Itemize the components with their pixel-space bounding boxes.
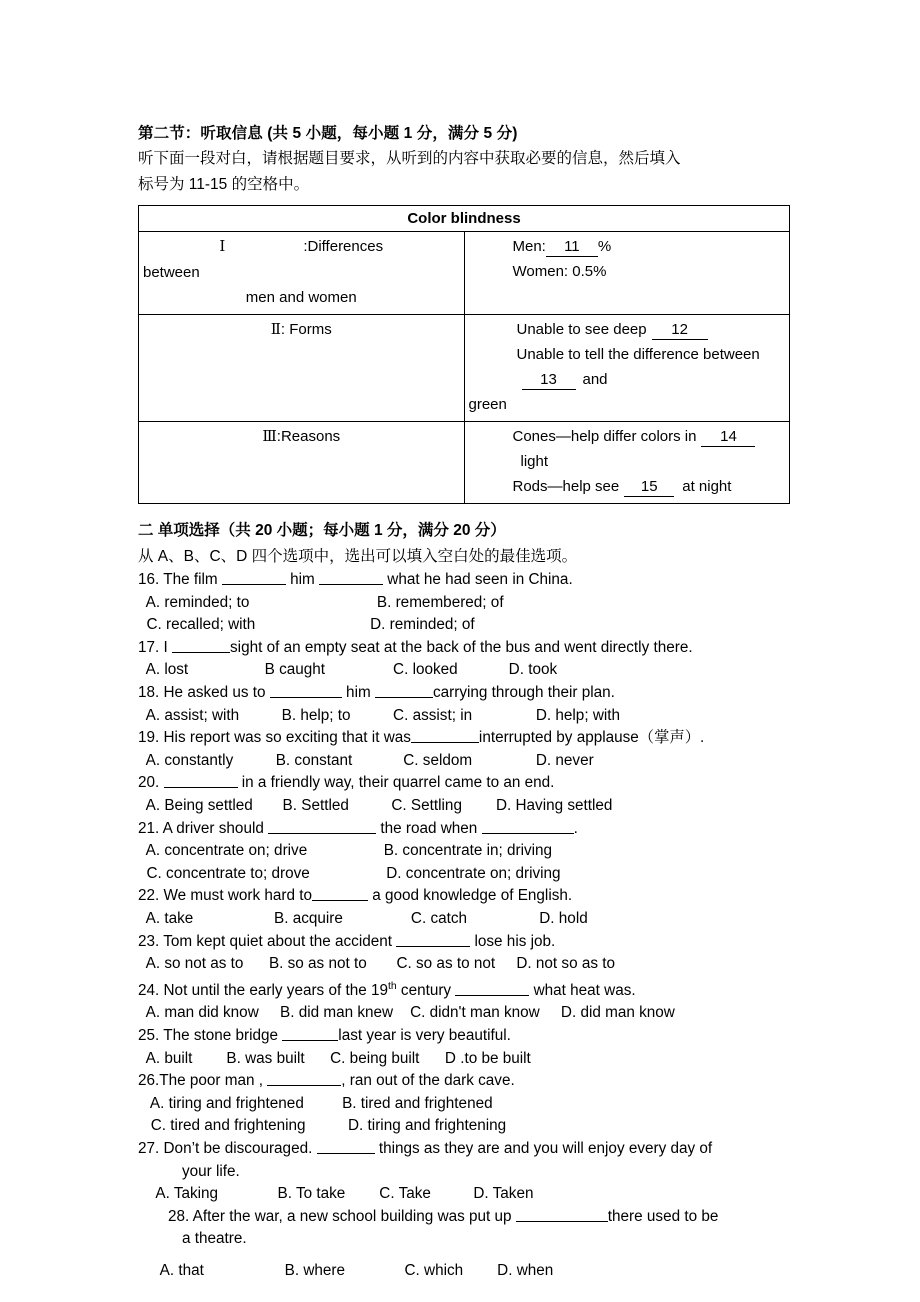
- question-24-options-line-1[interactable]: A. man did know B. did man knew C. didn't man know D. did man know: [138, 1004, 675, 1022]
- detail-forms-line-3: green: [468, 396, 507, 413]
- question-18-stem: [138, 682, 790, 705]
- table-cell-category-2: [139, 315, 465, 422]
- q20-text-c: in a friendly way, their quarrel came to an end.: [237, 774, 555, 792]
- question-27-options-line-1[interactable]: A. Taking B. To take C. Take D. Taken: [152, 1185, 534, 1203]
- q17-text-c: sight of an empty seat at the back of the bus and went directly there.: [230, 638, 693, 656]
- question-18-options-line-1[interactable]: A. assist; with B. help; to C. assist; in D. help; with: [138, 706, 621, 724]
- question-28-stem: [138, 1206, 790, 1229]
- roman-numeral-1: Ⅰ: [219, 239, 226, 255]
- section-intro-line-1: 听下面一段对白，请根据题目要求，从听到的内容中获取必要的信息，然后填入: [138, 150, 681, 167]
- rods-text-post: at night: [682, 478, 732, 495]
- q17-blank-1[interactable]: [172, 637, 230, 653]
- q16-text-b: him: [285, 571, 320, 588]
- table-cell-category-3: [139, 422, 465, 504]
- question-20-options-line-1[interactable]: A. Being settled B. Settled C. Settling D. Having settled: [138, 796, 613, 814]
- q19-text-a: 19. His report was so exciting that it was: [138, 729, 411, 747]
- question-28-stem-line-2: a theatre.: [182, 1230, 247, 1248]
- question-24-stem: [138, 976, 790, 1003]
- q21-text-c: .: [573, 819, 578, 837]
- q24-blank-1[interactable]: [455, 980, 529, 996]
- detail-women-line: Women: 0.5%: [512, 263, 607, 280]
- table-cell-detail-1: [464, 232, 790, 315]
- q22-blank-1[interactable]: [312, 885, 368, 901]
- q28-text-c: there used to be: [607, 1207, 719, 1225]
- answer-blank-15[interactable]: 15: [624, 478, 674, 497]
- q16-text-a: 16. The film: [138, 571, 222, 588]
- question-27-stem-line-2: your life.: [182, 1162, 240, 1180]
- question-23-options-line-1[interactable]: A. so not as to B. so as not to C. so as to not D. not so as to: [138, 955, 615, 973]
- q27-text-a: 27. Don’t be discouraged.: [138, 1139, 317, 1157]
- category-1-line-2: between: [143, 264, 200, 281]
- forms-text-2: Unable to tell the difference between: [516, 346, 760, 363]
- q26-text-a: 26.The poor man ,: [138, 1072, 268, 1090]
- question-23-stem: [138, 931, 790, 954]
- q24-text-a: 24. Not until the early years of the 19: [138, 981, 388, 999]
- question-17-options-line-1[interactable]: A. lost B caught C. looked D. took: [138, 661, 558, 679]
- q17-text-a: 17. I: [138, 638, 173, 656]
- table-cell-category-1: [139, 232, 465, 315]
- q25-text-c: last year is very beautiful.: [338, 1026, 511, 1044]
- category-3-label: :Reasons: [276, 428, 341, 445]
- q23-blank-1[interactable]: [396, 931, 470, 947]
- question-19-options-line-1[interactable]: A. constantly B. constant C. seldom D. never: [138, 751, 594, 769]
- q21-blank-1[interactable]: [268, 818, 376, 834]
- q20-blank-1[interactable]: [164, 772, 238, 788]
- answer-blank-11[interactable]: 11: [546, 238, 598, 257]
- q18-text-c: carrying through their plan.: [432, 683, 615, 701]
- q25-blank-1[interactable]: [282, 1025, 338, 1041]
- detail-reasons-line-2: [513, 474, 786, 499]
- answer-blank-14[interactable]: 14: [701, 428, 755, 447]
- q20-text-a: 20.: [138, 774, 164, 792]
- q27-blank-1[interactable]: [317, 1138, 375, 1154]
- question-27-stem: [138, 1138, 790, 1161]
- q21-text-b: the road when: [376, 819, 482, 837]
- document-body: [138, 122, 790, 1283]
- q19-blank-1[interactable]: [411, 727, 479, 743]
- question-21-options-line-1[interactable]: A. concentrate on; drive B. concentrate in; driving: [138, 842, 553, 860]
- q18-text-b: him: [341, 683, 375, 701]
- category-2-label: : Forms: [280, 321, 332, 338]
- question-16-options-line-2[interactable]: C. recalled; with D. reminded; of: [138, 616, 475, 634]
- question-16-options-line-1[interactable]: A. reminded; to B. remembered; of: [138, 593, 504, 611]
- question-22-stem: [138, 885, 790, 908]
- q26-text-c: , ran out of the dark cave.: [341, 1072, 515, 1090]
- q23-text-a: 23. Tom kept quiet about the accident: [138, 932, 397, 950]
- answer-blank-12[interactable]: 12: [652, 321, 708, 340]
- q27-text-c: things as they are and you will enjoy every day of: [374, 1139, 713, 1157]
- cones-text: Cones—help differ colors in: [512, 428, 697, 445]
- category-1-label: :Differences: [303, 238, 384, 255]
- q28-text-a: 28. After the war, a new school building was put up: [168, 1207, 516, 1225]
- q21-text-a: 21. A driver should: [138, 819, 269, 837]
- question-17-stem: [138, 637, 790, 660]
- q19-text-c: interrupted by applause（掌声）.: [478, 729, 705, 747]
- table-title-cell: Color blindness: [139, 206, 790, 232]
- forms-text-3: and: [582, 371, 608, 388]
- question-26-options-line-1[interactable]: A. tiring and frightened B. tired and frightened: [138, 1094, 493, 1112]
- question-20-stem: [138, 772, 790, 795]
- men-unit: %: [597, 238, 612, 255]
- section-intro-line-2: 标号为 11-15 的空格中。: [138, 175, 310, 193]
- question-16-stem: [138, 569, 790, 592]
- roman-numeral-2: Ⅱ: [270, 322, 281, 338]
- q22-text-a: 22. We must work hard to: [138, 887, 313, 905]
- question-26-stem: [138, 1070, 790, 1093]
- category-1-line-3: men and women: [245, 289, 357, 306]
- rods-text: Rods—help see: [512, 478, 620, 495]
- cones-text-post: light: [520, 453, 549, 470]
- table-cell-detail-3: [464, 422, 790, 504]
- q23-text-c: lose his job.: [470, 932, 556, 950]
- q25-text-a: 25. The stone bridge: [138, 1026, 283, 1044]
- forms-text-1: Unable to see deep: [516, 321, 647, 338]
- q26-blank-1[interactable]: [267, 1070, 341, 1086]
- table-row: [139, 422, 790, 504]
- q18-blank-1[interactable]: [270, 682, 342, 698]
- q28-blank-1[interactable]: [516, 1206, 608, 1222]
- q24-ordinal-suffix: th: [388, 980, 397, 992]
- q22-text-c: a good knowledge of English.: [368, 887, 573, 905]
- question-21-options-line-2[interactable]: C. concentrate to; drove D. concentrate on; driving: [138, 864, 561, 882]
- table-row: [139, 232, 790, 315]
- detail-men-line: [513, 234, 786, 259]
- answer-blank-13[interactable]: 13: [522, 371, 576, 390]
- section-heading: 第二节：听取信息 (共 5 小题，每小题 1 分，满分 5 分): [138, 125, 518, 142]
- mc-section-heading: 二 单项选择（共 20 小题；每小题 1 分，满分 20 分）: [138, 522, 506, 539]
- roman-line-1: [143, 234, 460, 260]
- detail-forms-line-2: [469, 342, 786, 392]
- q16-blank-2[interactable]: [319, 569, 383, 585]
- q18-blank-2[interactable]: [375, 682, 433, 698]
- question-19-stem: [138, 727, 790, 750]
- table-row: [139, 315, 790, 422]
- question-21-stem: [138, 818, 790, 841]
- q24-text-c: what heat was.: [529, 981, 636, 999]
- detail-reasons-line-1: [513, 424, 786, 474]
- q16-text-c: what he had seen in China.: [383, 571, 573, 588]
- table-title-row: [139, 206, 790, 232]
- color-blindness-table: [138, 205, 790, 504]
- question-25-stem: [138, 1025, 790, 1048]
- roman-numeral-3: Ⅲ: [262, 429, 277, 445]
- detail-forms-line-1: [469, 317, 786, 342]
- table-cell-detail-2: [464, 315, 790, 422]
- q21-blank-2[interactable]: [482, 818, 574, 834]
- question-28-options-line-1[interactable]: A. that B. where C. which D. when: [152, 1261, 554, 1279]
- men-label: Men:: [512, 238, 546, 255]
- q16-blank-1[interactable]: [222, 569, 286, 585]
- q18-text-a: 18. He asked us to: [138, 683, 270, 701]
- question-26-options-line-2[interactable]: C. tired and frightening D. tiring and frightening: [138, 1117, 507, 1135]
- mc-section-intro: 从 A、B、C、D 四个选项中，选出可以填入空白处的最佳选项。: [138, 548, 578, 565]
- q24-text-b: century: [396, 981, 456, 999]
- question-25-options-line-1[interactable]: A. built B. was built C. being built D .to be built: [138, 1049, 531, 1067]
- question-22-options-line-1[interactable]: A. take B. acquire C. catch D. hold: [138, 909, 588, 927]
